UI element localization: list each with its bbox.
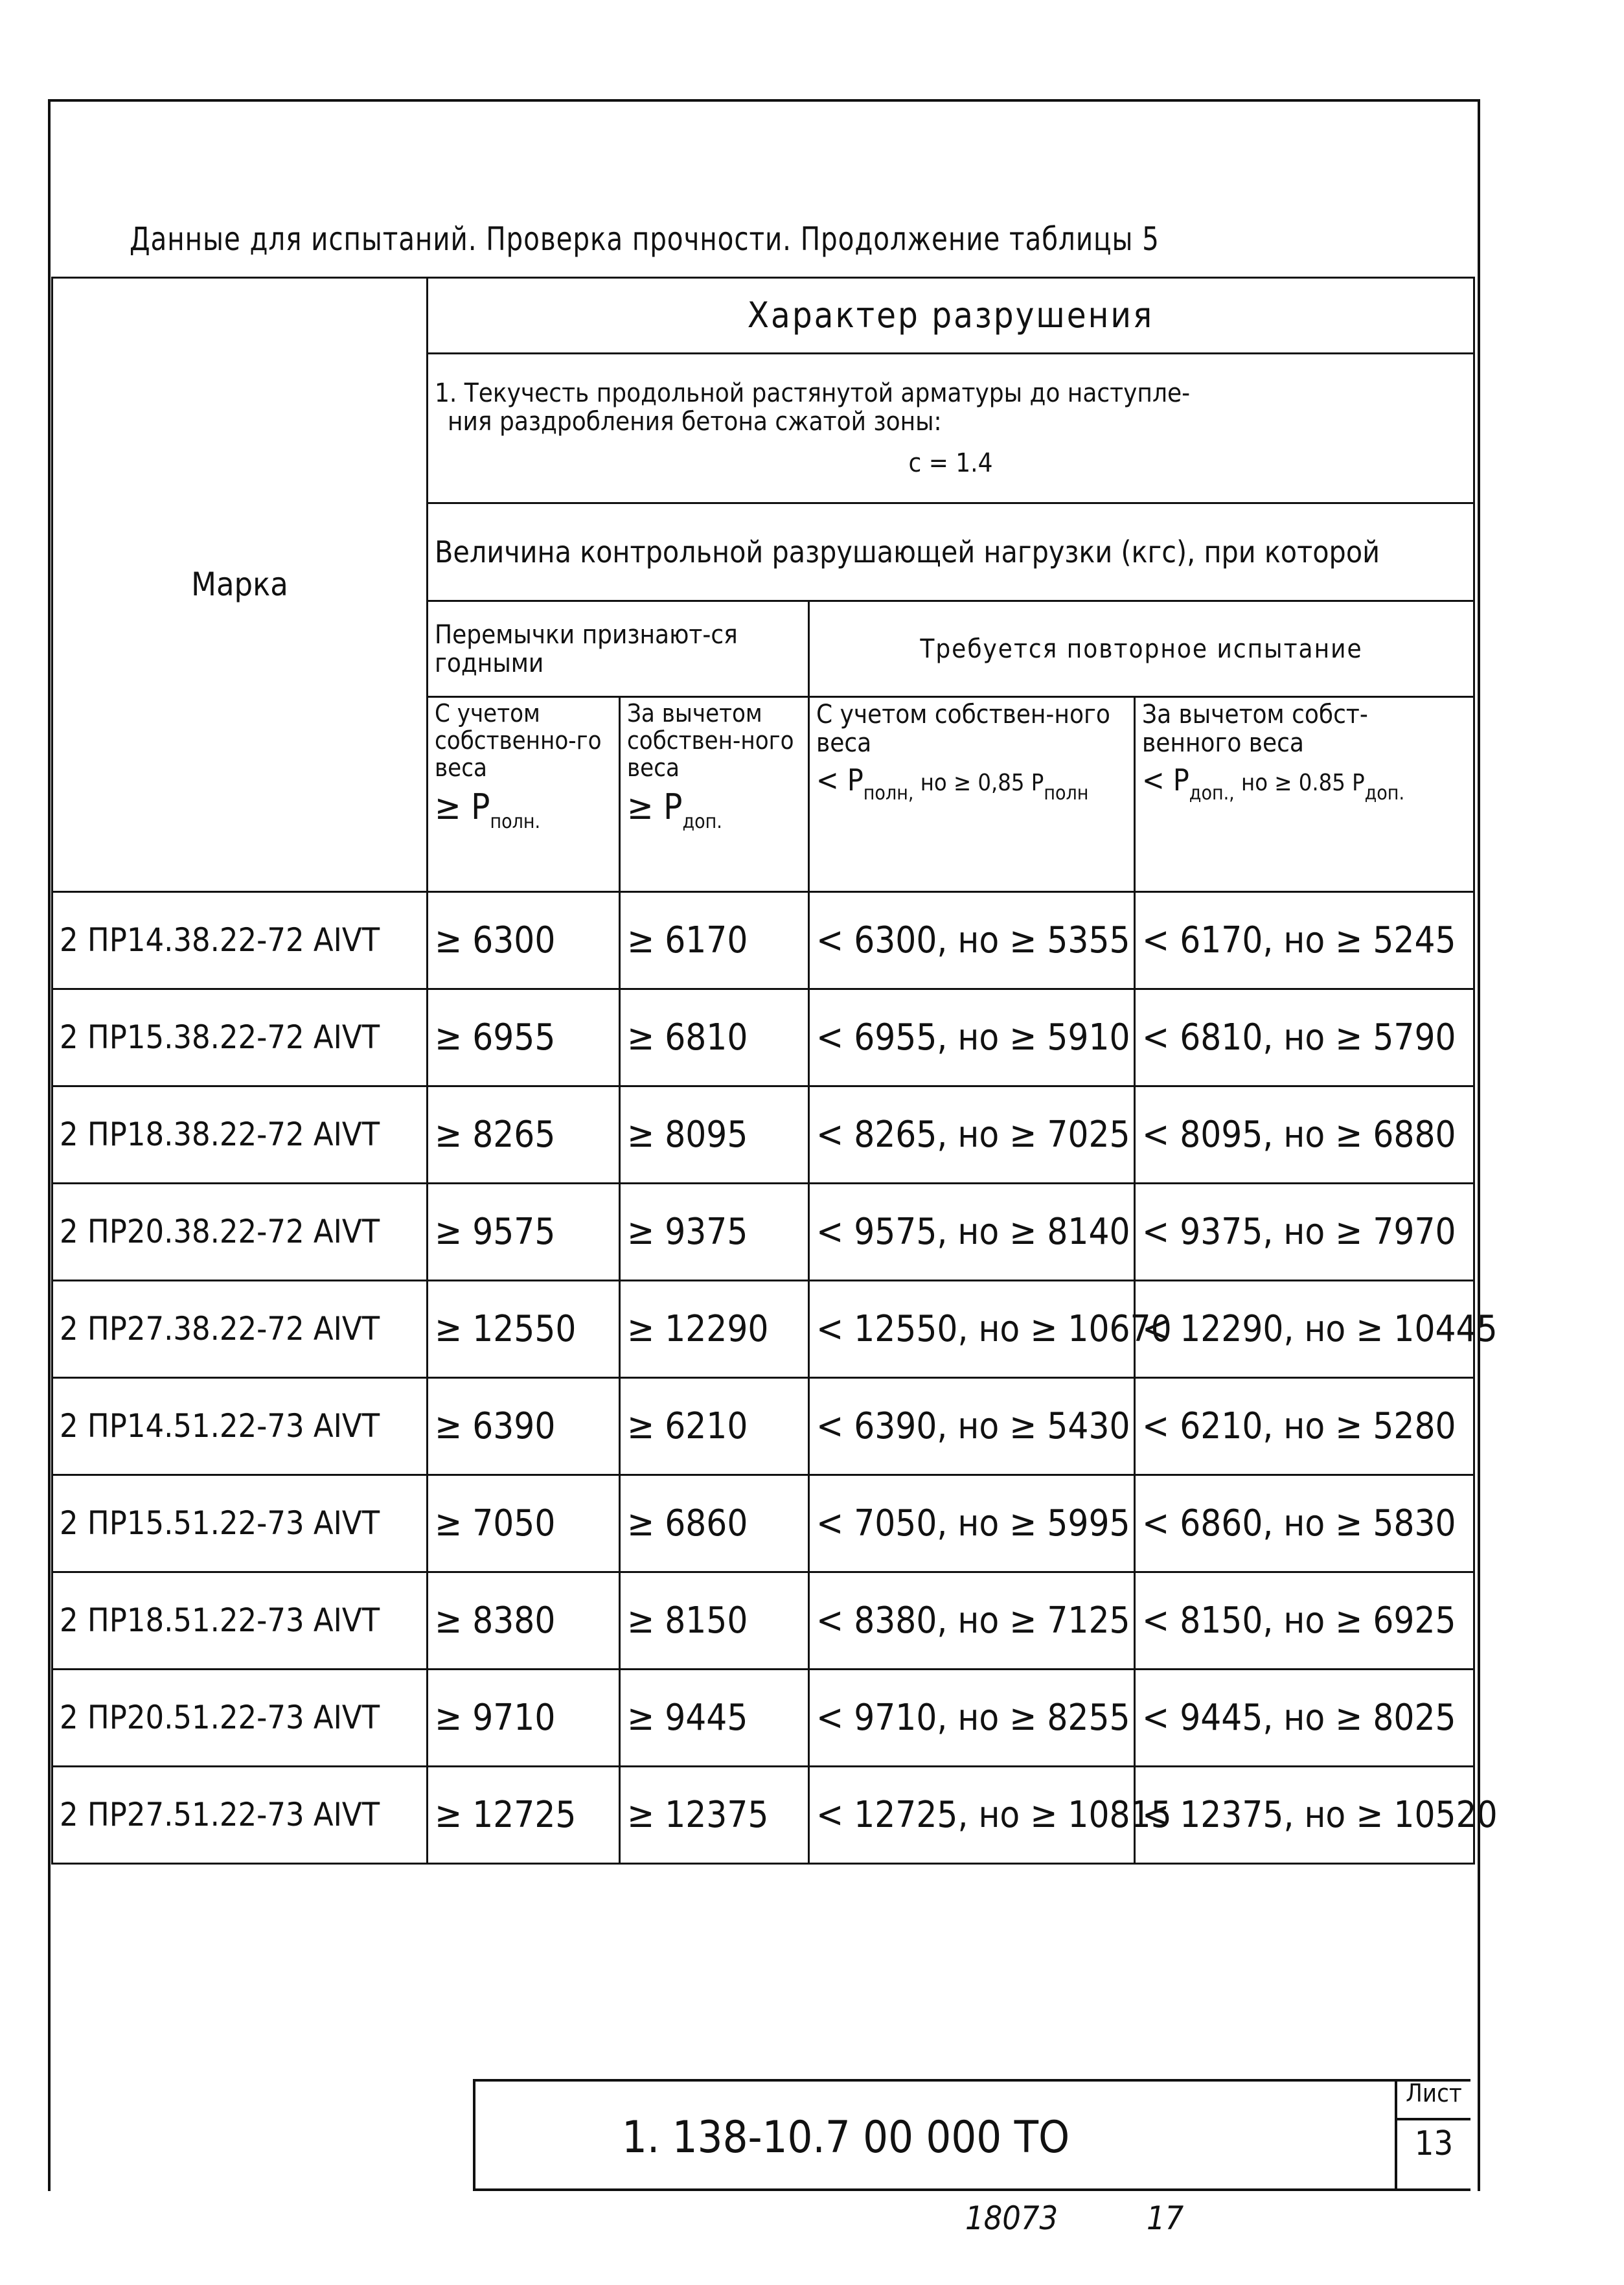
document-code: 1. 138-10.7 00 000 ТО — [622, 2112, 1070, 2163]
col2-sub: доп. — [682, 810, 722, 834]
table-row — [52, 989, 1474, 1086]
retest-without-weight-cell: < 6210, но ≥ 5280 — [1135, 1378, 1474, 1475]
accepted-with-weight-cell: ≥ 6955 — [428, 989, 620, 1086]
retest-without-weight-cell: < 8150, но ≥ 6925 — [1135, 1572, 1474, 1670]
table-row — [52, 1281, 1474, 1378]
accepted-without-weight-cell: ≥ 6210 — [620, 1378, 809, 1475]
mark-header: Марка — [52, 278, 428, 892]
failure-type-header: Характер разрушения — [428, 278, 1474, 354]
accepted-without-weight-cell: ≥ 6860 — [620, 1475, 809, 1572]
accepted-without-weight-cell: ≥ 8150 — [620, 1572, 809, 1670]
mark-cell: 2 ПР18.38.22-72 AIVТ — [52, 1086, 428, 1184]
mark-cell: 2 ПР27.51.22-73 AIVТ — [52, 1767, 428, 1864]
col4-label: За вычетом собст-венного веса — [1142, 700, 1368, 758]
col2-label: За вычетом собствен-ного веса — [627, 699, 794, 782]
mark-cell: 2 ПР14.51.22-73 AIVТ — [52, 1378, 428, 1475]
col-without-weight-accepted — [620, 697, 809, 892]
accepted-without-weight-cell: ≥ 12290 — [620, 1281, 809, 1378]
failure-mode-line2: ния раздробления бетона сжатой зоны: — [448, 407, 942, 437]
c-value: c = 1.4 — [908, 448, 993, 478]
retest-with-weight-cell: < 6390, но ≥ 5430 — [809, 1378, 1135, 1475]
col4-formula-text2: но ≥ 0.85 P — [1234, 770, 1365, 796]
failure-mode — [428, 354, 1474, 503]
accepted-without-weight-cell: ≥ 8095 — [620, 1086, 809, 1184]
mark-cell: 2 ПР20.51.22-73 AIVТ — [52, 1670, 428, 1767]
accepted-header: Перемычки признают-ся годными — [428, 601, 809, 697]
retest-without-weight-cell: < 12375, но ≥ 10520 — [1135, 1767, 1474, 1864]
footer-number: 18073 — [965, 2199, 1058, 2237]
retest-with-weight-cell: < 6955, но ≥ 5910 — [809, 989, 1135, 1086]
accepted-with-weight-cell: ≥ 12725 — [428, 1767, 620, 1864]
retest-with-weight-cell: < 6300, но ≥ 5355 — [809, 892, 1135, 989]
sheet-number: 13 — [1414, 2124, 1454, 2163]
col4-sub2: доп. — [1364, 782, 1405, 805]
mark-cell: 2 ПР27.38.22-72 AIVТ — [52, 1281, 428, 1378]
mark-cell: 2 ПР14.38.22-72 AIVТ — [52, 892, 428, 989]
col4-sub: доп., — [1189, 782, 1235, 805]
table-row — [52, 892, 1474, 989]
col-with-weight-retest — [809, 697, 1135, 892]
retest-without-weight-cell: < 6860, но ≥ 5830 — [1135, 1475, 1474, 1572]
mark-cell: 2 ПР15.51.22-73 AIVТ — [52, 1475, 428, 1572]
table-row — [52, 1670, 1474, 1767]
accepted-with-weight-cell: ≥ 9710 — [428, 1670, 620, 1767]
retest-without-weight-cell: < 6810, но ≥ 5790 — [1135, 989, 1474, 1086]
table-row — [52, 1378, 1474, 1475]
col-without-weight-retest — [1135, 697, 1474, 892]
accepted-with-weight-cell: ≥ 6390 — [428, 1378, 620, 1475]
retest-without-weight-cell: < 9375, но ≥ 7970 — [1135, 1184, 1474, 1281]
col3-label: С учетом собствен-ного веса — [816, 700, 1110, 758]
col-with-weight-accepted — [428, 697, 620, 892]
col1-label: С учетом собственно-го веса — [435, 699, 602, 782]
accepted-with-weight-cell: ≥ 8265 — [428, 1086, 620, 1184]
sheet-label: Лист — [1397, 2079, 1470, 2120]
sheet-box — [1395, 2079, 1470, 2191]
accepted-without-weight-cell: ≥ 6810 — [620, 989, 809, 1086]
retest-with-weight-cell: < 7050, но ≥ 5995 — [809, 1475, 1135, 1572]
test-data-table — [51, 277, 1498, 1865]
col3-sub: полн, — [863, 782, 914, 805]
retest-with-weight-cell: < 9710, но ≥ 8255 — [809, 1670, 1135, 1767]
retest-without-weight-cell: < 6170, но ≥ 5245 — [1135, 892, 1474, 989]
col4-formula-text: < P — [1142, 763, 1189, 798]
retest-without-weight-cell: < 9445, но ≥ 8025 — [1135, 1670, 1474, 1767]
col1-formula — [435, 788, 612, 832]
col3-formula-text: < P — [816, 763, 863, 798]
accepted-with-weight-cell: ≥ 8380 — [428, 1572, 620, 1670]
mark-cell: 2 ПР20.38.22-72 AIVТ — [52, 1184, 428, 1281]
load-caption: Величина контрольной разрушающей нагрузки (кгс), при которой — [428, 503, 1474, 601]
retest-with-weight-cell: < 8380, но ≥ 7125 — [809, 1572, 1135, 1670]
col3-sub2: полн — [1044, 782, 1089, 805]
col3-formula-text2: но ≥ 0,85 P — [913, 770, 1044, 796]
col3-formula — [816, 764, 1127, 804]
table-row — [52, 1767, 1474, 1864]
table-row — [52, 1184, 1474, 1281]
retest-with-weight-cell: < 12725, но ≥ 10815 — [809, 1767, 1135, 1864]
retest-with-weight-cell: < 12550, но ≥ 10670 — [809, 1281, 1135, 1378]
col4-formula — [1142, 764, 1467, 804]
retest-with-weight-cell: < 9575, но ≥ 8140 — [809, 1184, 1135, 1281]
accepted-without-weight-cell: ≥ 9375 — [620, 1184, 809, 1281]
accepted-with-weight-cell: ≥ 9575 — [428, 1184, 620, 1281]
col1-sub: полн. — [490, 810, 541, 834]
col2-formula-text: ≥ P — [627, 787, 683, 828]
accepted-without-weight-cell: ≥ 9445 — [620, 1670, 809, 1767]
table-row — [52, 1475, 1474, 1572]
retest-without-weight-cell: < 8095, но ≥ 6880 — [1135, 1086, 1474, 1184]
failure-mode-line1: 1. Текучесть продольной растянутой арматуры до наступле- — [435, 378, 1191, 408]
accepted-without-weight-cell: ≥ 6170 — [620, 892, 809, 989]
accepted-without-weight-cell: ≥ 12375 — [620, 1767, 809, 1864]
accepted-with-weight-cell: ≥ 12550 — [428, 1281, 620, 1378]
accepted-with-weight-cell: ≥ 7050 — [428, 1475, 620, 1572]
retest-without-weight-cell: < 12290, но ≥ 10445 — [1135, 1281, 1474, 1378]
retest-with-weight-cell: < 8265, но ≥ 7025 — [809, 1086, 1135, 1184]
retest-header: Требуется повторное испытание — [809, 601, 1474, 697]
table-row — [52, 1572, 1474, 1670]
col1-formula-text: ≥ P — [435, 787, 490, 828]
accepted-with-weight-cell: ≥ 6300 — [428, 892, 620, 989]
footer-page: 17 — [1147, 2199, 1184, 2237]
mark-cell: 2 ПР15.38.22-72 AIVТ — [52, 989, 428, 1086]
mark-cell: 2 ПР18.51.22-73 AIVТ — [52, 1572, 428, 1670]
table-row — [52, 1086, 1474, 1184]
page-title: Данные для испытаний. Проверка прочности. Продолжение таблицы 5 — [130, 220, 1160, 258]
col2-formula — [627, 788, 801, 832]
